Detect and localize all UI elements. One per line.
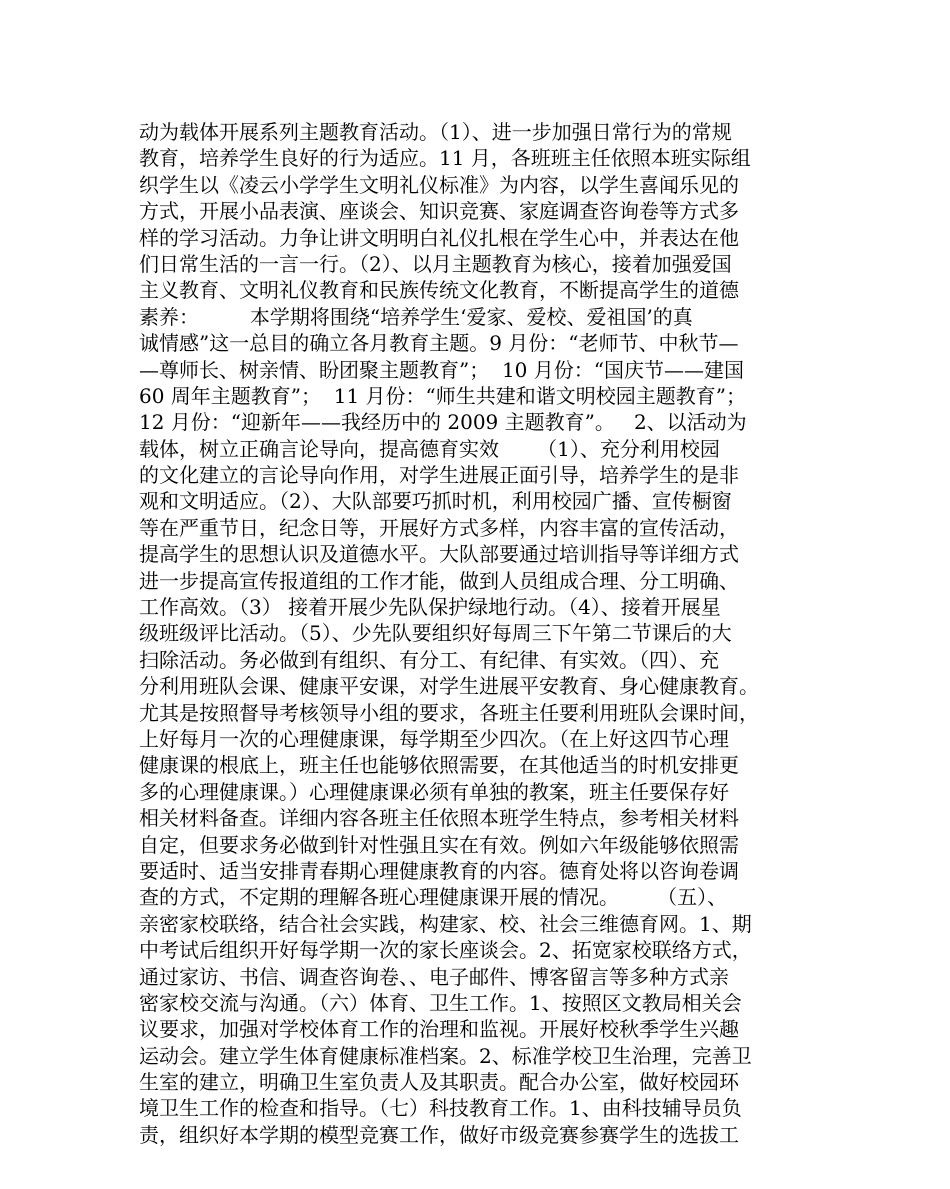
text-line: 密家校交流与沟通。（六）体育、卫生工作。1、按照区文教局相关会 [139, 990, 742, 1015]
text-line: 要适时、适当安排青春期心理健康教育的内容。德育处将以咨询卷调 [139, 858, 739, 883]
text-line: 议要求，加强对学校体育工作的治理和监视。开展好校秋季学生兴趣 [139, 1017, 739, 1042]
text-line: —尊师长、树亲情、盼团聚主题教育”； 10 月份：“国庆节——建国 [139, 357, 744, 382]
text-line: 查的方式，不定期的理解各班心理健康课开展的情况。 （五）、 [139, 885, 728, 910]
text-line: 生室的建立，明确卫生室负责人及其职责。配合办公室，做好校园环 [139, 1070, 739, 1095]
text-line: 分利用班队会课、健康平安课，对学生进展平安教育、身心健康教育。 [139, 674, 759, 699]
text-line: 运动会。建立学生体育健康标准档案。2、标准学校卫生治理，完善卫 [139, 1043, 752, 1068]
text-line: 观和文明适应。（2）、大队部要巧抓时机，利用校园广播、宣传橱窗 [139, 489, 732, 514]
text-line: 主义教育、文明礼仪教育和民族传统文化教育，不断提高学生的道德 [139, 278, 739, 303]
text-line: 方式，开展小品表演、座谈会、知识竞赛、家庭调查咨询卷等方式多 [139, 199, 739, 224]
text-line: 载体，树立正确言论导向，提高德育实效 （1）、充分利用校园 [139, 436, 720, 461]
text-line: 相关材料备查。详细内容各班主任依照本班学生特点，参考相关材料 [139, 806, 739, 831]
text-line: 亲密家校联络，结合社会实践，构建家、校、社会三维德育网。1、期 [139, 911, 752, 936]
text-line: 尤其是按照督导考核领导小组的要求，各班主任要利用班队会课时间， [139, 700, 759, 725]
text-line: 诚情感”这一总目的确立各月教育主题。9 月份：“老师节、中秋节— [139, 331, 739, 356]
text-line: 60 周年主题教育”； 11 月份：“师生共建和谐文明校园主题教育”； [139, 383, 747, 408]
text-line: 们日常生活的一言一行。（2）、以月主题教育为核心，接着加强爱国 [139, 251, 732, 276]
text-line: 级班级评比活动。（5）、少先队要组织好每周三下午第二节课后的大 [139, 621, 732, 646]
text-line: 境卫生工作的检查和指导。（七）科技教育工作。1、由科技辅导员负 [139, 1096, 742, 1121]
text-line: 的文化建立的言论导向作用，对学生进展正面引导，培养学生的是非 [139, 463, 739, 488]
text-line: 通过家访、书信、调查咨询卷、、电子邮件、博客留言等多种方式亲 [139, 964, 729, 989]
text-line: 自定，但要求务必做到针对性强且实在有效。例如六年级能够依照需 [139, 832, 739, 857]
text-line: 12 月份：“迎新年——我经历中的 2009 主题教育”。 2、以活动为 [139, 410, 747, 435]
text-line: 健康课的根底上，班主任也能够依照需要，在其他适当的时机安排更 [139, 753, 739, 778]
text-line: 上好每月一次的心理健康课，每学期至少四次。（在上好这四节心理 [139, 726, 729, 751]
text-line: 提高学生的思想认识及道德水平。大队部要通过培训指导等详细方式 [139, 542, 739, 567]
body-text [139, 119, 829, 1148]
text-line: 动为载体开展系列主题教育活动。（1）、进一步加强日常行为的常规 [139, 120, 732, 144]
text-line: 责，组织好本学期的模型竞赛工作，做好市级竞赛参赛学生的选拔工 [139, 1122, 739, 1147]
text-line: 进一步提高宣传报道组的工作才能，做到人员组成合理、分工明确、 [139, 568, 739, 593]
text-line: 多的心理健康课。）心理健康课必须有单独的教案，班主任要保存好 [139, 779, 729, 804]
text-line: 教育，培养学生良好的行为适应。11 月，各班班主任依照本班实际组 [139, 146, 751, 171]
text-line: 织学生以《凌云小学学生文明礼仪标准》为内容，以学生喜闻乐见的 [139, 172, 739, 197]
text-line: 中考试后组织开好每学期一次的家长座谈会。2、拓宽家校联络方式， [139, 938, 752, 963]
text-line: 扫除活动。务必做到有组织、有分工、有纪律、有实效。（四）、充 [139, 647, 719, 672]
text-line: 工作高效。（3） 接着开展少先队保护绿地行动。（4）、接着开展星 [139, 595, 721, 620]
text-line: 素养： 本学期将围绕“培养学生‘爱家、爱校、爱祖国’的真 [139, 304, 693, 329]
text-line: 等在严重节日，纪念日等，开展好方式多样，内容丰富的宣传活动， [139, 515, 739, 540]
text-line: 样的学习活动。力争让讲文明明白礼仪扎根在学生心中，并表达在他 [139, 225, 739, 250]
